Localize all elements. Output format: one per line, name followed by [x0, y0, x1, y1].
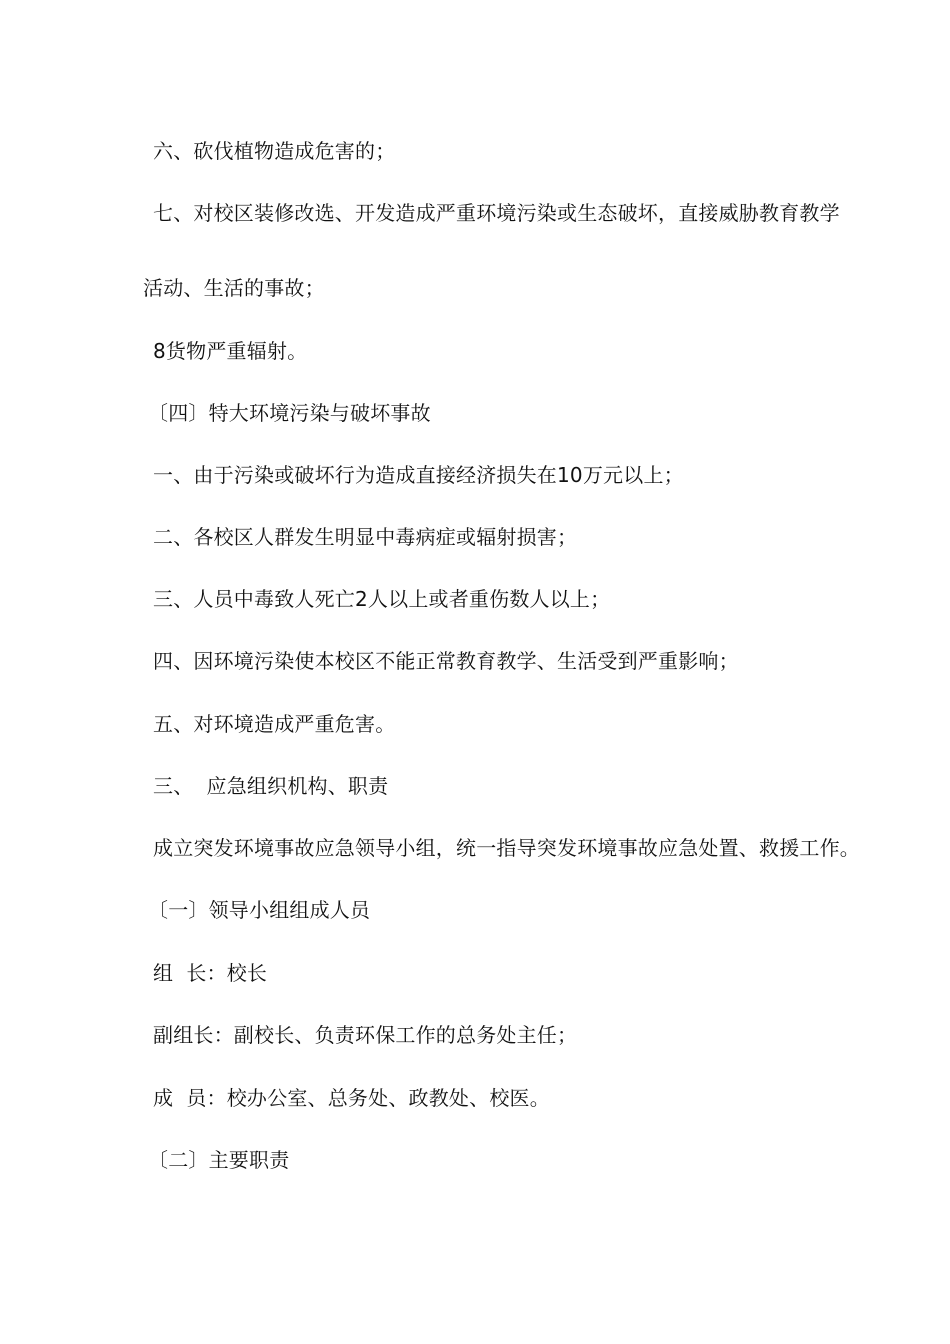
subsection-one-heading: 〔一〕领导小组组成人员	[148, 898, 371, 922]
item-eight: 8货物严重辐射。	[153, 339, 308, 363]
item-one: 一、由于污染或破坏行为造成直接经济损失在10万元以上；	[153, 463, 684, 487]
leadership-group-paragraph: 成立突发环境事故应急领导小组，统一指导突发环境事故应急处置、救援工作。	[153, 836, 860, 860]
item-five: 五、对环境造成严重危害。	[153, 712, 396, 736]
members-line: 成 员：校办公室、总务处、政教处、校医。	[153, 1086, 550, 1110]
item-two: 二、各校区人群发生明显中毒病症或辐射损害；	[153, 525, 578, 549]
subsection-two-heading: 〔二〕主要职责	[148, 1148, 290, 1172]
group-leader-line: 组 长：校长	[153, 961, 268, 985]
item-three: 三、人员中毒致人死亡2人以上或者重伤数人以上；	[153, 587, 611, 611]
section-three-heading: 三、 应急组织机构、职责	[153, 774, 389, 798]
item-four: 四、因环境污染使本校区不能正常教育教学、生活受到严重影响；	[153, 649, 739, 673]
item-seven-continued: 活动、生活的事故；	[143, 276, 325, 300]
item-seven: 七、对校区装修改选、开发造成严重环境污染或生态破坏，直接威胁教育教学	[153, 201, 840, 225]
deputy-leader-line: 副组长：副校长、负责环保工作的总务处主任；	[153, 1023, 578, 1047]
item-six: 六、砍伐植物造成危害的；	[153, 139, 396, 163]
section-four-heading: 〔四〕特大环境污染与破坏事故	[148, 401, 431, 425]
